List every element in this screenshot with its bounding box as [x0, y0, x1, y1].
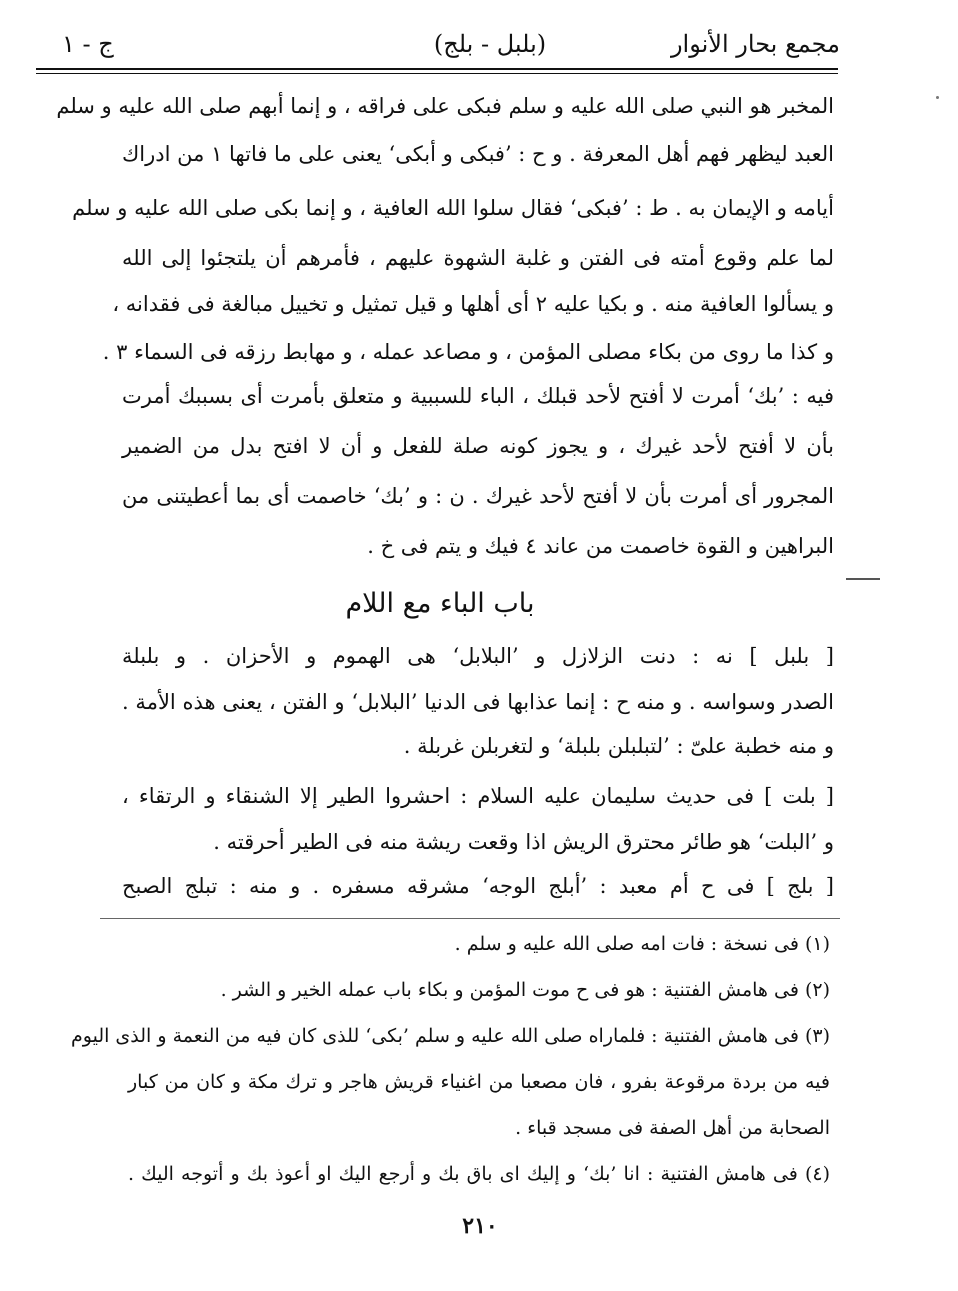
page-number: ٢١٠: [462, 1213, 498, 1239]
running-title: مجمع بحار الأنوار: [670, 30, 840, 58]
footnote-line: فيه من بردة مرقوعة بفرو ، فان مصعبا من اغنياء قريش هاجر و ترك مكة و كان من كبار: [128, 1071, 830, 1093]
text-line: المخبر هو النبي صلى الله عليه و سلم فبكى على فراقه ، و إنما أبهم صلى الله عليه و سلم: [56, 94, 834, 118]
header-rule: [36, 68, 838, 70]
text-line: العبد ليظهر فهم أهل المعرفة . و ح : ’فبكى و أبكى‘ يعنى على ما فاتها ١ من ادراك: [122, 142, 834, 166]
text-line: و منه خطبة علىّ : ’لتبلبلن بلبلة‘ و لتغربلن غربلة .: [403, 734, 834, 758]
text-line: البراهين و القوة خاصمت من عاند ٤ فيك و يتم فى خ .: [367, 534, 834, 558]
text-line: و ’البلت‘ هو طائر محترق الريش اذا وقعت ريشة منه فى الطير أحرقته .: [213, 830, 834, 854]
text-line: المجرور أى أمرت بأن لا أفتح لأحد غيرك . ن : و ’بك‘ خاصمت أى بما أعطيتنى من: [122, 484, 834, 508]
text-line: الصدر وسواسه . و منه ح : إنما عذابها فى الدنيا ’البلابل‘ و الفتن ، يعنى هذه الأمة .: [122, 690, 834, 714]
header-rule-thin: [36, 73, 838, 74]
text-line: لما علم وقوع أمته فى الفتن و غلبة الشهوة عليهم ، فأمرهم أن يلتجئوا إلى الله: [122, 246, 834, 270]
text-line: [ بلت ] فى حديث سليمان عليه السلام : احشروا الطير إلا الشنقاء و الرتقاء ،: [122, 784, 834, 808]
footnote-line: (١) فى نسخة : فات امه صلى الله عليه و سلم .: [454, 933, 830, 955]
footnote-line: (٣) فى هامش الفتنية : فلماراه صلى الله عليه و سلم ’بكى‘ للذى كان فيه من النعمة و الذى اليوم: [71, 1025, 830, 1047]
scan-speck: [936, 96, 939, 99]
footnote-rule: [100, 918, 840, 919]
entry-range: (بلبل - بلج): [433, 30, 547, 58]
text-line: بأن لا أفتح لأحد غيرك ، و يجوز كونه صلة للفعل و أن لا افتح بدل من الضمير: [122, 434, 834, 458]
text-line: و يسألوا العافية منه . و بكيا عليه ٢ أى أهلها و قيل تمثيل و تخييل مبالغة فى فقدانه ،: [112, 292, 834, 316]
text-line: [ بلبل ] نه : دنت الزلازل و ’البلابل‘ هى الهموم و الأحزان . و بلبلة: [122, 644, 834, 668]
footnote-line: (٢) فى هامش الفتنية : هو فى ح موت المؤمن و بكاء باب عمله الخير و الشر .: [220, 979, 830, 1001]
volume-label: ج - ١: [62, 30, 114, 58]
footnote-line: الصحابة من أهل الصفة فى مسجد قباء .: [515, 1117, 830, 1139]
text-line: [ بلج ] فى ح أم معبد : ’أبلج الوجه‘ مشرقه مسفره . و منه : تبلج الصبح: [122, 874, 834, 898]
text-line: أيامه و الإيمان به . ط : ’فبكى‘ فقال سلوا الله العافية ، و إنما بكى صلى الله عليه و سلم: [72, 196, 834, 220]
text-line: فيه : ’بك‘ أمرت لا أفتح لأحد قبلك ، الباء للسببية و متعلق بأمرت أى بسببك أمرت: [122, 384, 834, 408]
section-heading: باب الباء مع اللام: [345, 588, 535, 619]
margin-mark: [846, 578, 880, 580]
footnote-line: (٤) فى هامش الفتنية : انا ’بك‘ و إليك اى باق بك و أرجع اليك او أعوذ بك و أتوجه اليك .: [128, 1163, 830, 1185]
text-line: و كذا ما روى من بكاء مصلى المؤمن ، و مصاعد عمله ، و مهابط رزقه فى السماء ٣ .: [102, 340, 834, 364]
